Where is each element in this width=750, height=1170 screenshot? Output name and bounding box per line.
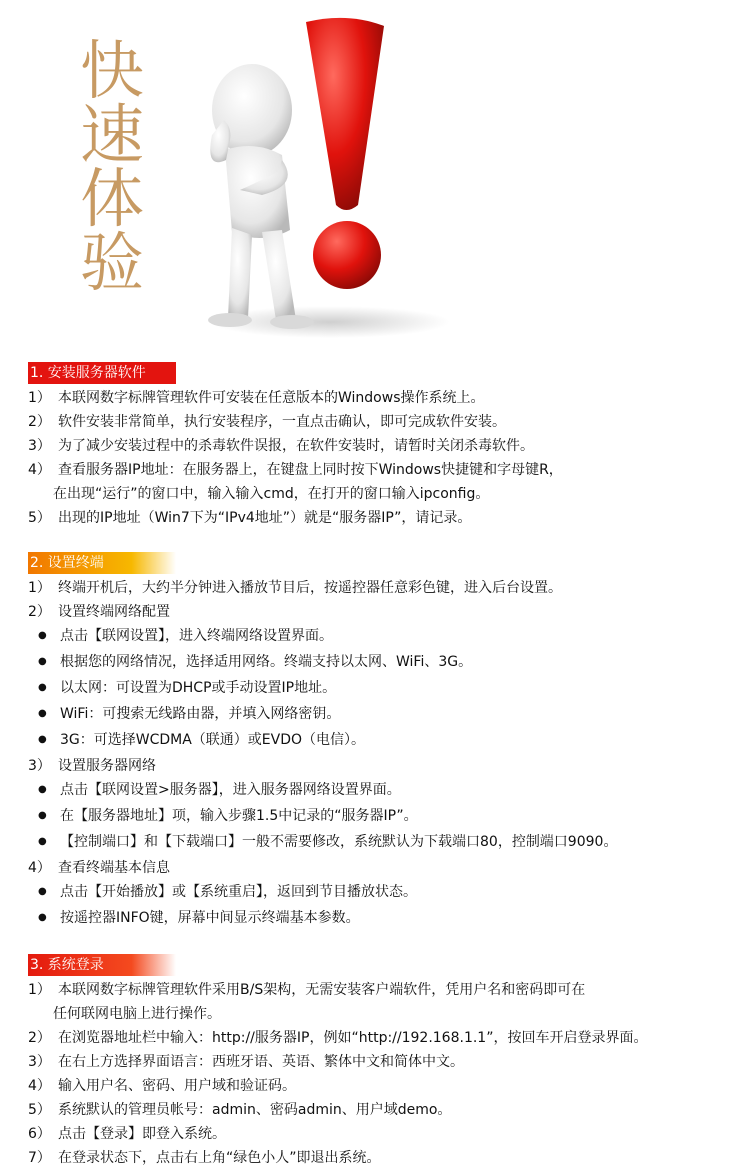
list-text: 查看终端基本信息 xyxy=(58,860,170,876)
list-number: 5） xyxy=(28,1102,51,1118)
bullet-item: ● 根据您的网络情况，选择适用网络。终端支持以太网、WiFi、3G。 xyxy=(28,650,743,676)
list-text: 输入用户名、密码、用户域和验证码。 xyxy=(58,1078,296,1094)
list-text: 为了减少安装过程中的杀毒软件误报，在软件安装时，请暂时关闭杀毒软件。 xyxy=(58,438,534,454)
list-text: 在登录状态下，点击右上角“绿色小人”即退出系统。 xyxy=(58,1150,381,1166)
list-number: 3） xyxy=(28,438,51,454)
list-number: 5） xyxy=(28,510,51,526)
list-item xyxy=(28,1146,743,1170)
list-item xyxy=(28,1026,743,1050)
list-text: 本联网数字标牌管理软件可安装在任意版本的Windows操作系统上。 xyxy=(58,390,485,406)
list-item xyxy=(28,856,743,880)
list-text: 设置服务器网络 xyxy=(58,758,156,774)
section-header-system-login: 3. 系统登录 xyxy=(28,954,176,976)
list-number: 1） xyxy=(28,580,51,596)
hero-title-char: 体 xyxy=(80,163,144,237)
list-item xyxy=(28,434,743,458)
bullet-item: ● 在【服务器地址】项，输入步骤1.5中记录的“服务器IP”。 xyxy=(28,804,743,830)
list-text: 软件安装非常简单，执行安装程序，一直点击确认，即可完成软件安装。 xyxy=(58,414,506,430)
list-item xyxy=(28,458,743,482)
list-text: 查看服务器IP地址：在服务器上，在键盘上同时按下Windows快捷键和字母键R， xyxy=(58,462,563,478)
section-header-install-server: 1. 安装服务器软件 xyxy=(28,362,176,384)
bullet-item: ● 按遥控器INFO键，屏幕中间显示终端基本参数。 xyxy=(28,906,743,932)
list-item xyxy=(28,576,743,600)
list-text: 任何联网电脑上进行操作。 xyxy=(53,1006,221,1022)
list-number: 1） xyxy=(28,390,51,406)
list-item xyxy=(28,1122,743,1146)
list-number: 2） xyxy=(28,1030,51,1046)
list-item xyxy=(28,410,743,434)
list-number: 6） xyxy=(28,1126,51,1142)
list-text: 在出现“运行”的窗口中，输入输入cmd，在打开的窗口输入ipconfig。 xyxy=(53,486,490,502)
bullet-item: ● WiFi：可搜索无线路由器，并填入网络密钥。 xyxy=(28,702,743,728)
list-text: 设置终端网络配置 xyxy=(58,604,170,620)
list-text: 点击【登录】即登入系统。 xyxy=(58,1126,226,1142)
hero-title-char: 快 xyxy=(80,35,144,109)
bullet-item: ● 点击【联网设置】，进入终端网络设置界面。 xyxy=(28,624,743,650)
list-number: 3） xyxy=(28,1054,51,1070)
section-header-setup-terminal: 2. 设置终端 xyxy=(28,552,176,574)
bullet-item: ● 3G：可选择WCDMA（联通）或EVDO（电信）。 xyxy=(28,728,743,754)
list-number: 1） xyxy=(28,982,51,998)
hero-title-char: 速 xyxy=(80,99,144,173)
thinking-figure-with-exclamation-illustration xyxy=(0,0,750,355)
instructions-content xyxy=(28,362,743,1170)
list-number: 4） xyxy=(28,1078,51,1094)
list-text: 出现的IP地址（Win7下为“IPv4地址”）就是“服务器IP”，请记录。 xyxy=(58,510,472,526)
hero-banner xyxy=(0,0,750,355)
list-item xyxy=(28,1074,743,1098)
bullet-item: ● 以太网：可设置为DHCP或手动设置IP地址。 xyxy=(28,676,743,702)
list-number: 2） xyxy=(28,414,51,430)
list-text: 本联网数字标牌管理软件采用B/S架构，无需安装客户端软件，凭用户名和密码即可在 xyxy=(58,982,586,998)
list-text: 终端开机后，大约半分钟进入播放节目后，按遥控器任意彩色键，进入后台设置。 xyxy=(58,580,562,596)
list-item xyxy=(28,1050,743,1074)
list-text: 在浏览器地址栏中输入：http://服务器IP，例如“http://192.168.1.1”，按回车开启登录界面。 xyxy=(58,1030,648,1046)
list-text: 系统默认的管理员帐号：admin、密码admin、用户域demo。 xyxy=(58,1102,452,1118)
bullet-item: ● 点击【联网设置>服务器】，进入服务器网络设置界面。 xyxy=(28,778,743,804)
list-item xyxy=(28,978,743,1002)
list-item-continuation xyxy=(28,1002,743,1026)
list-number: 4） xyxy=(28,860,51,876)
bullet-item: ● 【控制端口】和【下载端口】一般不需要修改，系统默认为下载端口80，控制端口9090。 xyxy=(28,830,743,856)
list-text: 在右上方选择界面语言：西班牙语、英语、繁体中文和简体中文。 xyxy=(58,1054,464,1070)
list-number: 2） xyxy=(28,604,51,620)
list-item xyxy=(28,600,743,624)
hero-title-char: 验 xyxy=(80,227,144,301)
list-item xyxy=(28,386,743,410)
list-item xyxy=(28,506,743,530)
list-number: 3） xyxy=(28,758,51,774)
list-item-continuation xyxy=(28,482,743,506)
list-number: 7） xyxy=(28,1150,51,1166)
list-item xyxy=(28,1098,743,1122)
bullet-item: ● 点击【开始播放】或【系统重启】，返回到节目播放状态。 xyxy=(28,880,743,906)
list-number: 4） xyxy=(28,462,51,478)
list-item xyxy=(28,754,743,778)
